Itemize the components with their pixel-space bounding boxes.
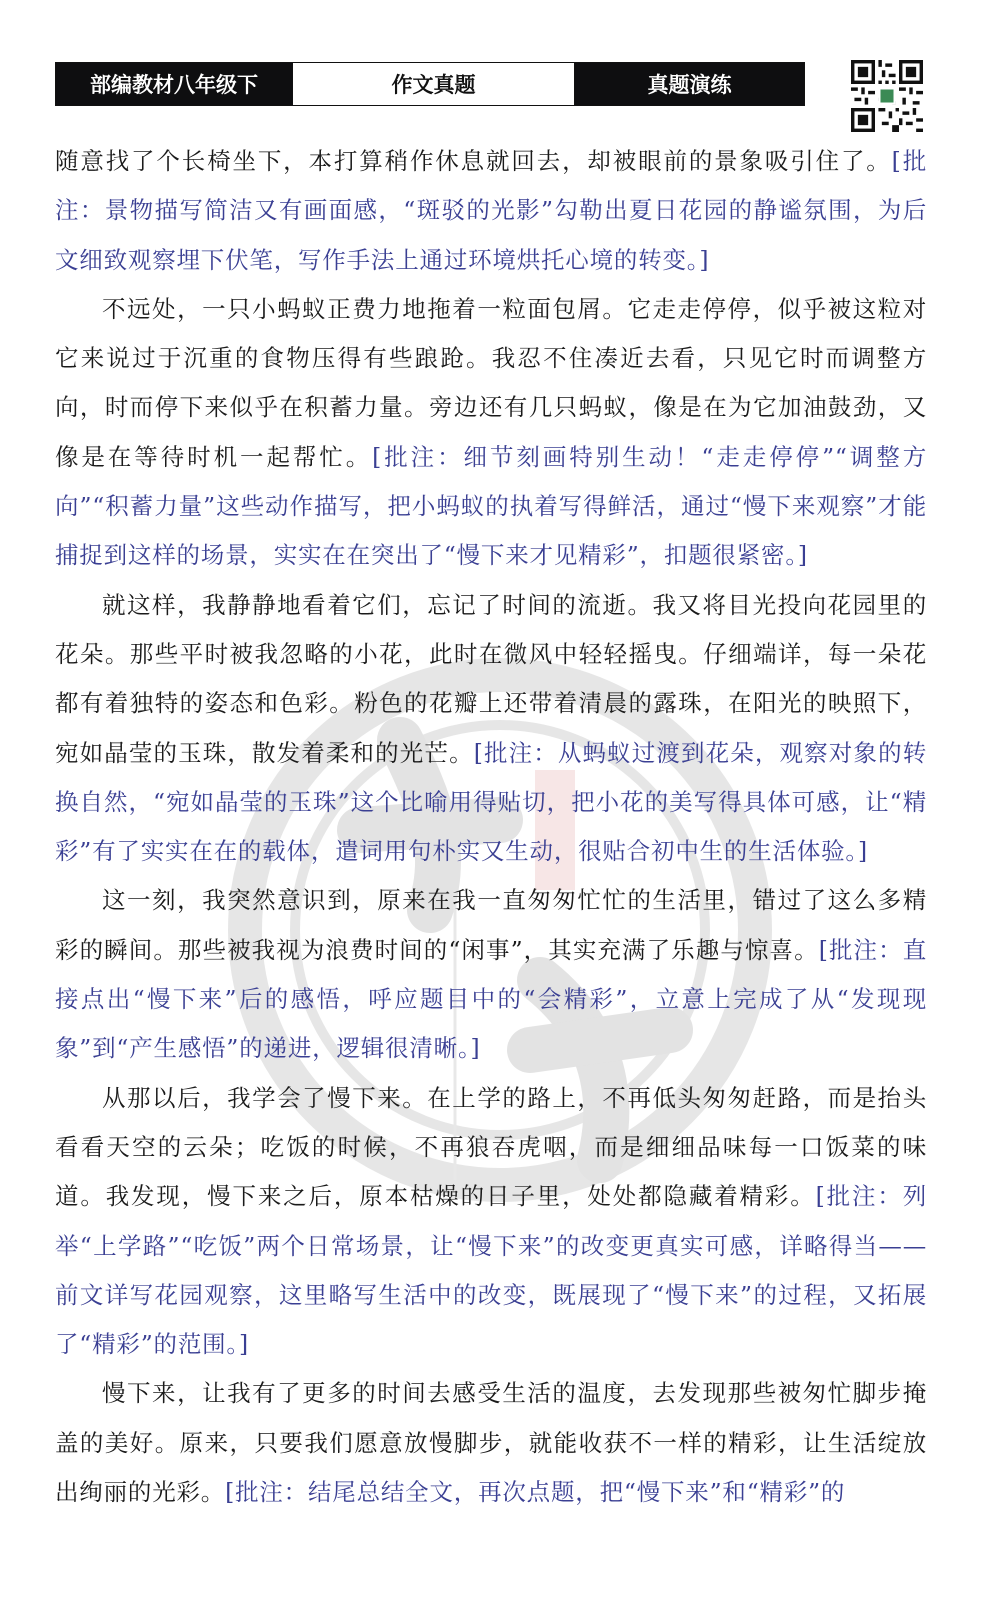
essay-text: 不远处，一只小蚂蚁正费力地拖着一粒面包屑。它走走停停，似乎被这粒对它来说过于沉重的食物压得有些踉跄。我忍不住凑近去看，只见它时而调整方向，时而停下来似乎在积蓄力量。旁边还有几只蚂蚁，像是在为它加油鼓劲，又像是在等待时机一起帮忙。: [55, 294, 927, 471]
header-bar: [55, 62, 805, 106]
essay-paragraph: [55, 876, 927, 1073]
essay-text: 就这样，我静静地看着它们，忘记了时间的流逝。我又将目光投向花园里的花朵。那些平时被我忽略的小花，此时在微风中轻轻摇曳。仔细端详，每一朵花都有着独特的姿态和色彩。粉色的花瓣上还带着清晨的露珠，在阳光的映照下，宛如晶莹的玉珠，散发着柔和的光芒。: [55, 590, 927, 767]
annotation-note: [批注：从蚂蚁过渡到花朵，观察对象的转换自然，“宛如晶莹的玉珠”这个比喻用得贴切，把小花的美写得具体可感，让“精彩”有了实实在在的载体，遣词用句朴实又生动，很贴合初中生的生活体验。]: [55, 738, 927, 866]
essay-text: 慢下来，让我有了更多的时间去感受生活的温度，去发现那些被匆忙脚步掩盖的美好。原来，只要我们愿意放慢脚步，就能收获不一样的精彩，让生活绽放出绚丽的光彩。: [55, 1379, 927, 1507]
essay-text: 这一刻，我突然意识到，原来在我一直匆匆忙忙的生活里，错过了这么多精彩的瞬间。那些被我视为浪费时间的“闲事”，其实充满了乐趣与惊喜。: [55, 886, 927, 964]
annotation-note: [批注：直接点出“慢下来”后的感悟，呼应题目中的“会精彩”，立意上完成了从“发现现象”到“产生感悟”的递进，逻辑很清晰。]: [55, 935, 927, 1063]
annotation-note: [批注：细节刻画特别生动！“走走停停”“调整方向”“积蓄力量”这些动作描写，把小蚂蚁的执着写得鲜活，通过“慢下来观察”才能捕捉到这样的场景，实实在在突出了“慢下来才见精彩”，扣题很紧密。]: [55, 442, 927, 570]
annotation-note: [批注：结尾总结全文，再次点题，把“慢下来”和“精彩”的: [225, 1478, 846, 1507]
annotation-note: [批注：景物描写简洁又有画面感，“斑驳的光影”勾勒出夏日花园的静谧氛围，为后文细致观察埋下伏笔，写作手法上通过环境烘托心境的转变。]: [55, 147, 927, 274]
header-textbook-label: 部编教材八年级下: [56, 63, 292, 105]
header-category-label: 作文真题: [292, 63, 575, 105]
annotation-note: [批注：列举“上学路”“吃饭”两个日常场景，让“慢下来”的改变更真实可感，详略得当——前文详写花园观察，这里略写生活中的改变，既展现了“慢下来”的过程，又拓展了“精彩”的范围。]: [55, 1182, 928, 1359]
header-practice-label: 真题演练: [575, 63, 804, 105]
essay-paragraph: [55, 1369, 927, 1517]
essay-paragraph: [55, 581, 927, 877]
essay-text: 随意找了个长椅坐下，本打算稍作休息就回去，却被眼前的景象吸引住了。: [55, 147, 892, 175]
essay-paragraph: [55, 1074, 927, 1370]
essay-text: 从那以后，我学会了慢下来。在上学的路上，不再低头匆匆赶路，而是抬头看看天空的云朵；吃饭的时候，不再狼吞虎咽，而是细细品味每一口饭菜的味道。我发现，慢下来之后，原本枯燥的日子里，处处都隐藏着精彩。: [55, 1083, 927, 1211]
essay-paragraph: [55, 137, 927, 285]
essay-paragraph: [55, 285, 927, 581]
essay-body: [55, 137, 927, 1517]
qr-code-icon: [851, 60, 923, 132]
